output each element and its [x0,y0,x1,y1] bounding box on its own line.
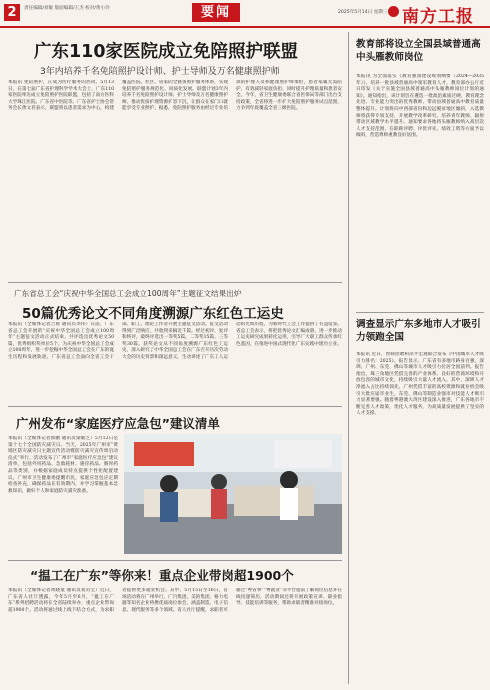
column-divider [348,32,349,684]
news-photo [124,434,342,554]
publication-date: 2025年5月14日 星期三 [338,10,388,15]
story2-kicker: 广东省总工会“庆祝中华全国总工会成立100周年”主题征文结果出炉 [14,289,242,298]
editor-credits: 责任编辑/刘敏 版面编辑/王杰 校对/黄小玲 [24,6,110,11]
story5-headline: 教育部将设立全国县域普通高中头雁教师岗位 [356,39,481,63]
story2-body: 本报讯（全媒体记者吉蓉 通讯员李伟）日前，广东省总工会开展的“庆祝中华全国总工会成立100周年”主题征文活动正式结束，共评选出优秀论文50篇，优秀组织奖单位5个。为庆祝中华全国总工会成立100周年，进一步挖掘中华全国总工会在广东的诞生历程和发展轨迹，广东省总工会面向全省工会干部、职工、理论工作者开展主题征文活动。征文活动得到广泛响应，共收到来稿近千篇。经过初评、复评和终评，最终评选出一等奖5篇、二等奖15篇、三等奖30篇。获奖论文从不同角度溯源广东红色工运史，深入研究了中华全国总工会在广东召开历次劳动大会的历史背景和深远意义，生动讲述了广东工人运动的光辉历程，为新时代工会工作提供了有益借鉴。省总工会表示，将把优秀论文汇编成册，进一步推动工运史研究成果转化运用，引导广大职工群众传承红色基因，在推进中国式现代化广东实践中建功立业。 [8,322,342,360]
story4-headline: “揾工在广东”等你来！重点企业带岗超1900个 [30,568,294,583]
section-label: 要闻 [192,3,240,22]
story3-body: 本报讯（全媒体记者郭鹏 通讯员梁敏芝）5月12日是第十七个全国防灾减灾日。当天，2025年广州市“黄埔区防灾减灾日主题宣传活动暨防灾减灾宣传周启动仪式”举行。活动发布了广州市“家庭医疗应急包”建议清单，包括外用药品、急救耗材、感冒药品、肠胃药品等类别，并根据家庭成员特点提供个性化配置建议。广州市卫生健康委提醒市民，家庭应急包应定期检查补充，确保药品在有效期内，并学习掌握基本急救知识，做好个人和家庭防灾减灾准备。 [8,436,118,494]
story6-headline: 调查显示广东多地市人才吸引力领跑全国 [356,319,481,343]
masthead [0,0,490,28]
story1-headline: 广东110家医院成立免陪照护联盟 [34,42,299,62]
story2-headline: 50篇优秀论文不同角度溯源广东红色工运史 [22,306,284,322]
story5-body: 本报讯 为全面落实《教育强国建设规划纲要（2024—2035年）》，培养一批县域普通高中领军教育人才，教育部办公厅近日印发《关于实施全国县域普通高中头雁教师岗位计划的通知》。通知指出，该计划旨在遴选一批政治素质过硬、教育理念先进、专业能力突出的优秀教师，带动县域普通高中教育质量整体提升。计划将向中西部省份和边远脱贫地区倾斜，入选教师将获得专项支持，开展教学改革研究、培养青年教师、辐射带动区域教学水平提升。通知要求各地将头雁教师纳入高层次人才支持范围，在职称评聘、评优评先、绩效工资等方面予以倾斜，营造尊师重教良好氛围。 [356,74,484,139]
divider [356,312,484,313]
story4-body: 本报讯（全媒体记者黄晓童 通讯员易贞宝）近日，广东省人社厅透露，今年5月至6月，“揾工在广东”系列招聘活动将在全省陆续举办，重点企业带岗超1900个。活动将通过线上线下结合方式，为求职者提供更多就业机会。其中，5月15日至16日，首场活动将在广州举行，广汽集团、美的集团、格力电器等知名企业将携优质岗位参会，涵盖制造、电子信息、现代服务等多个领域。省人社厅提醒，求职者可通过“粤省事”“粤就业”等平台提前了解岗位信息并在线投递简历，活动期间还将开展政策宣讲、职业指导、技能培训等服务，帮助求职者精准对接岗位。 [8,588,342,613]
story1-subhead: 3年内培养千名免陪照护设计师、护士导师及万名健康照护师 [40,67,280,77]
divider [8,560,342,561]
brand-logo: 南方工报 [402,7,474,27]
story3-headline: 广州发布“家庭医疗应急包”建议清单 [16,416,220,431]
logo-icon [388,6,399,17]
page-number: 2 [4,4,20,21]
story6-body: 本报讯 近日，智联招聘和泽平宏观联合发布《中国城市人才吸引力排名：2025》。报告显示，广东省有多地市跻身百强，深圳、广州、东莞、佛山等城市人才吸引力位居全国前列。报告指出，珠三角地区凭借完善的产业体系、良好的营商环境和开放包容的城市文化，持续吸引大量人才流入。其中，深圳人才净流入占比持续领先，广州凭借丰富的高校资源和就业机会吸引大批应届毕业生，东莞、佛山等制造业强市对技能人才吸引力显著增强。随着粤港澳大湾区建设深入推进，广东各地市不断完善人才政策，优化人才服务，为高质量发展提供了坚实的人才支撑。 [356,352,484,417]
divider [8,406,342,407]
story1-body: 本报讯 免陪照护，正成为医疗服务的热词。5月13日，在第七届广东省护理科学学术大会上，广东110家医院率先成立免陪照护医院联盟，包括了南方医科大学珠江医院、广东省中医院等。广东省护士协会常务会长黄文君表示，联盟将以患者需求为中心，构建覆盖医院、社区、居家的全链条照护服务体系，实现免陪照护服务规范化、同质化发展。联盟计划3年内培养千名免陪照护设计师、护士导师及万名健康照护师，推动优质护理资源扩容下沉，让群众在家门口就能享受专业照护。据悉，免陪照护服务由经过专业培训的护理人员和健康照护师承担，患者家属无需陪护，有效减轻家庭负担，同时提升护理质量和患者安全。今年，省卫生健康委联合省医保局等部门出台支持政策，全省将进一步扩大免陪照护服务试点范围，力争到年底覆盖全省三级医院。 [8,80,342,112]
divider [8,282,342,283]
